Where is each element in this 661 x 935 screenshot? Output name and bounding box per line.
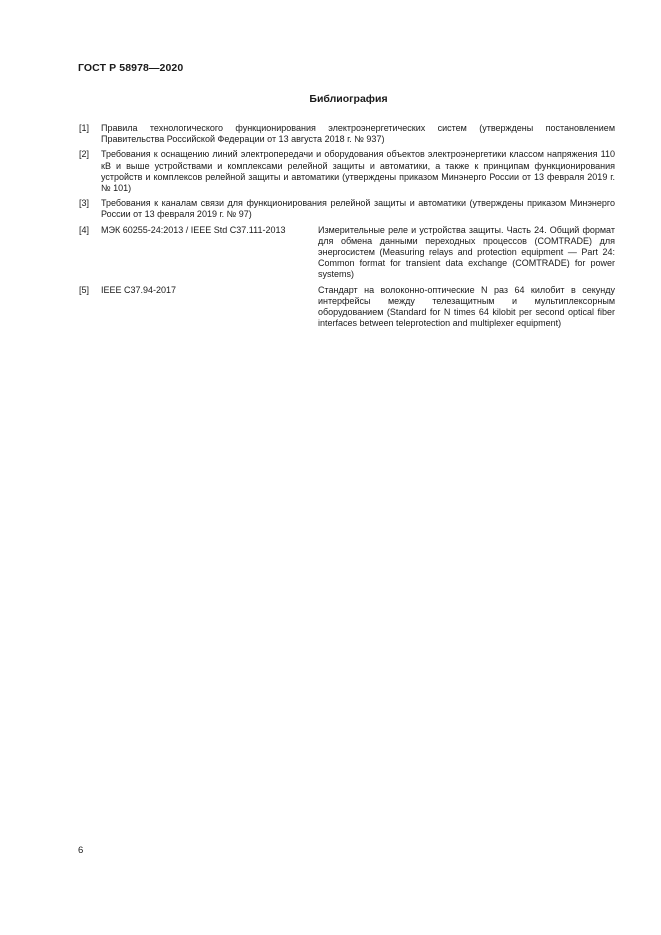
reference-text: Требования к оснащению линий электропередачи и оборудования объектов электроэнергетики классом напряжения 110 кВ и выше устройствами и комплексами релейной защиты и автоматики, а также к принципам функционирования устройств и комплексов релейной защиты и автоматики (утверждены приказом Минэнерго России от 13 февраля 2019 г. № 101) xyxy=(101,149,615,194)
reference-2 xyxy=(79,149,615,194)
document-header-id: ГОСТ Р 58978—2020 xyxy=(78,62,184,74)
reference-text: Требования к каналам связи для функционирования релейной защиты и автоматики (утверждены приказом Минэнерго России от 13 февраля 2019 г. № 97) xyxy=(101,198,615,220)
reference-number: [2] xyxy=(79,149,90,160)
reference-standard-code: МЭК 60255-24:2013 / IEEE Std C37.111-2013 xyxy=(101,224,286,235)
reference-description: Стандарт на волоконно-оптические N раз 64 килобит в секунду интерфейсы между телезащитным и мультиплексорным оборудованием (Standard for N times 64 kilobit per second optical fiber interfaces between teleprotection and multiplexer equipment) xyxy=(318,284,615,329)
reference-number: [5] xyxy=(79,284,90,295)
page-number: 6 xyxy=(78,845,84,856)
reference-body xyxy=(101,285,615,330)
reference-number: [3] xyxy=(79,198,90,209)
reference-text: Правила технологического функционирования электроэнергетических систем (утверждены постановлением Правительства Российской Федерации от 13 августа 2018 г. № 937) xyxy=(101,123,615,145)
reference-body xyxy=(101,225,615,281)
reference-4 xyxy=(79,225,615,281)
reference-5 xyxy=(79,285,615,330)
reference-1 xyxy=(79,123,615,145)
bibliography-title: Библиография xyxy=(309,93,388,105)
bibliography-list xyxy=(79,123,615,333)
reference-number: [1] xyxy=(79,123,90,133)
reference-standard-code: IEEE C37.94-2017 xyxy=(101,284,177,295)
reference-number: [4] xyxy=(79,224,90,235)
reference-3 xyxy=(79,198,615,220)
reference-description: Измерительные реле и устройства защиты. Часть 24. Общий формат для обмена данными переходных процессов (COMTRADE) для энергосистем (Measuring relays and protection equipment — Part 24: Common format for transient data exchange (COMTRADE) for power systems) xyxy=(318,224,615,280)
